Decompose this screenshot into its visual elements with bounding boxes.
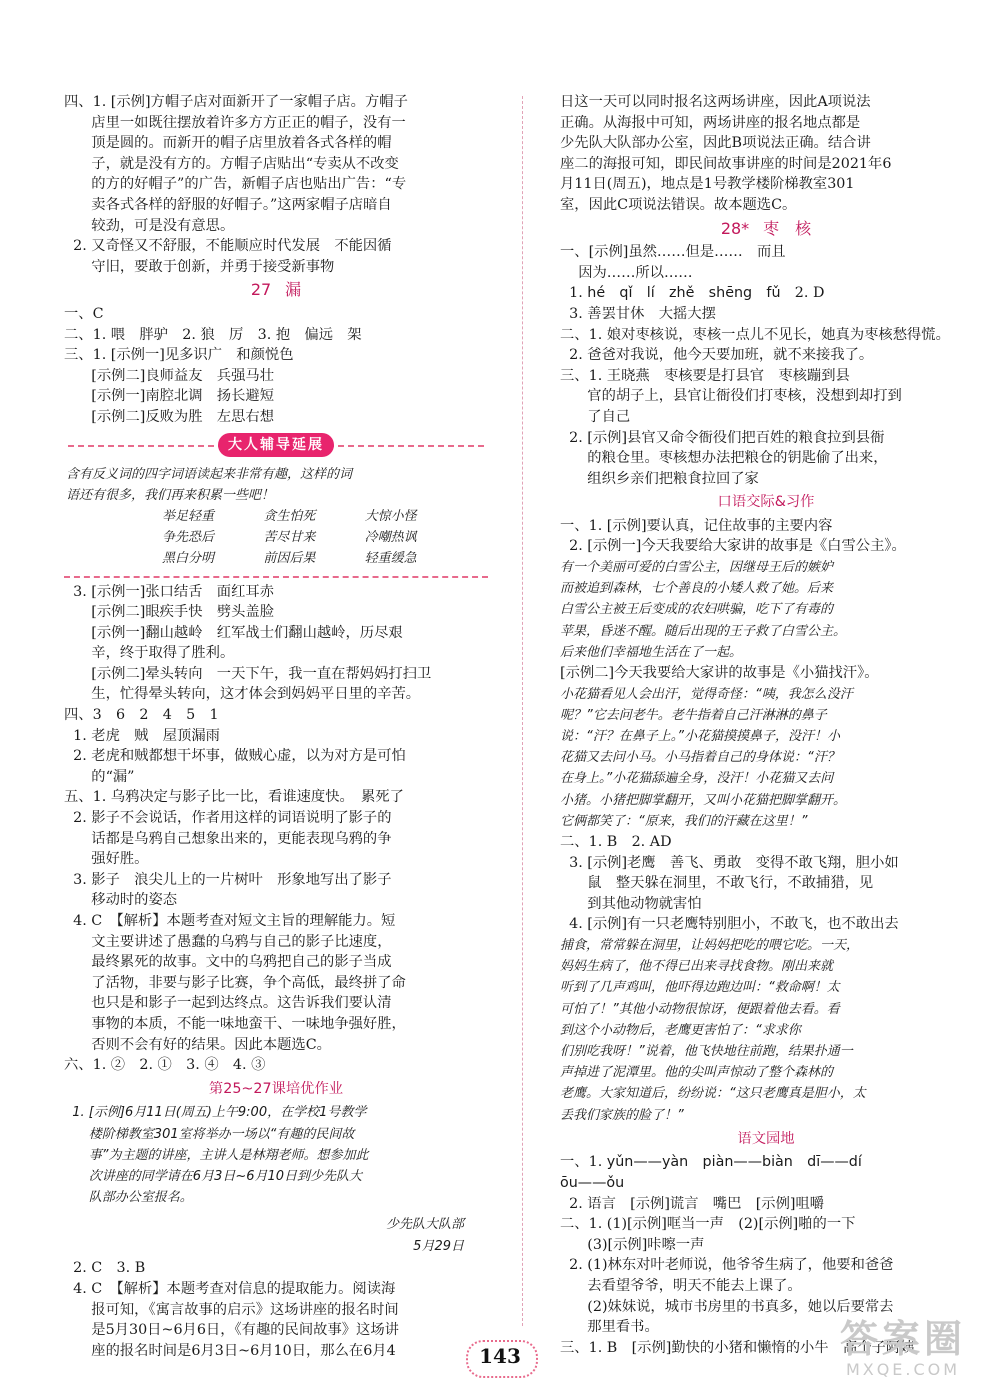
chinese-garden-title: 语文园地 bbox=[737, 1130, 795, 1147]
idiom: 贪生怕死 bbox=[263, 508, 316, 524]
lesson-number: 28* bbox=[720, 218, 750, 238]
extension-banner bbox=[64, 432, 488, 458]
lesson-28-line bbox=[560, 242, 972, 304]
lesson-28-title bbox=[560, 219, 972, 240]
left-column bbox=[64, 92, 488, 1361]
lesson-27-answers-a: 一、C 二、1. 喂 胖驴 2. 狼 厉 3. 抱 偏远 架 三、1. [示例一]见多识广 和颜悦色 [示例二]良师益友 兵强马壮 [示例一]南腔北调 扬长避短 [示例二]反败为胜 左思右想 bbox=[64, 305, 362, 425]
idiom: 争先恐后 bbox=[162, 530, 215, 546]
garden-pinyin-line bbox=[560, 1152, 972, 1173]
speaking-answers-2: [示例二]今天我要给大家讲的故事是《小猫找汗》。 bbox=[560, 665, 879, 682]
homework-answers-b: 2. C 3. B 4. C 【解析】本题考查对信息的提取能力。阅读海 报可知，《寓言故事的启示》这场讲座的报名时间 是5月30日~6月6日，《有趣的民间故事》这场讲 座的报名时间是6月3日~6月10日，那么在6月4 bbox=[73, 1260, 399, 1359]
speaking-answers-1: 一、1. [示例]要认真，记住故事的主要内容 2. [示例一]今天我要给大家讲的故事是《白雪公主》。 bbox=[560, 517, 906, 555]
lesson-number: 27 bbox=[250, 280, 272, 300]
homework-notice: 1. [示例]6月11日(周五)上午9:00，在学校1号教学 楼阶梯教室301室将举办一场以“有趣的民间故 事”为主题的讲座，主讲人是林翔老师。想参加此 次讲座的同学请在6月3日~6月10日到少先队大 队部办公室报名。 bbox=[72, 1105, 369, 1206]
watermark-url: MXQE.COM bbox=[845, 1360, 961, 1379]
watermark-logo-text: 答案圈 bbox=[839, 1317, 966, 1361]
lesson-name: 漏 bbox=[285, 280, 302, 300]
lesson-27-title bbox=[64, 280, 488, 301]
speaking-writing-title: 口语交际&习作 bbox=[717, 494, 815, 511]
lesson-27-answers-b: 3. [示例一]张口结舌 面红耳赤 [示例二]眼疾手快 劈头盖脸 [示例一]翻山越岭 红军战士们翻山越岭，历尽艰 辛，终于取得了胜利。 [示例二]晕头转向 一天下午，我一直在帮妈妈打扫卫 生，忙得晕头转向，这才体会到妈妈平日里的辛苦。 四、3 6 2 4 5 1 1. 老虎 贼 屋顶漏雨 2. 老虎和贼都想干坏事，做贼心虚，以为对方是可怕 的“漏” 五、1. 乌鸦决定与影子比一比，看谁速度快。 累死了 2. 影子不会说话，作者用这样的词语说明了影子的 话都是乌鸦自己想象出来的，更能表现乌鸦的争 强好胜。 3. 影子 浪尖儿上的一片树叶 形象地写出了影子 移动时的姿态 4. C 【解析】本题考查对短文主旨的理解能力。短 文主要讲述了愚蠢的乌鸦与自己的影子比速度， 最终累死的故事。文中的乌鸦把自己的影子当成 了活物，非要与影子比赛，争个高低，最终拼了命 也只是和影子一起到达终点。这告诉我们要认清 事物的本质，不能一味地蛮干、一味地争强好胜， 否则不会有好的结果。因此本题选C。 六、1. ② 2. ① 3. ④ 4. ③ bbox=[64, 583, 432, 1074]
signature-org: 少先队大队部 bbox=[385, 1217, 464, 1233]
extension-box bbox=[64, 462, 488, 578]
lesson-28-answers: 3. 善罢甘休 大摇大摆 二、1. 娘对枣核说，枣核一点儿不见长，她真为枣核愁得慌。 2. 爸爸对我说，他今天要加班，就不来接我了。 三、1. 王晓燕 枣核要是打县官 枣核蹦到县 官的胡子上，县官让衙役们打枣核，没想到却打到 了自己 2. [示例]县官又命令衙役们把百姓的粮食拉到县衙 的粮仓里。枣核想办法把粮仓的钥匙偷了出来， 组织乡亲们把粮食拉回了家 bbox=[560, 305, 950, 487]
speaking-answers-3: 二、1. B 2. AD 3. [示例]老鹰 善飞、勇敢 变得不敢飞翔，胆小如 鼠 整天躲在洞里，不敢飞行，不敢捕猎，见 到其他动物就害怕 4. [示例]有一只老鹰特别胆小，不敢飞，也不敢出去 bbox=[560, 834, 899, 933]
continued-answer: 日这一天可以同时报名这两场讲座，因此A项说法 正确。从海报中可知，两场讲座的报名地点都是 少先队大队部办公室，因此B项说法正确。结合讲 座二的海报可知，即民间故事讲座的时间是2021年6 月11日(周五)，地点是1号教学楼阶梯教室301 室，因此C项说法错误。故本题选C。 bbox=[560, 94, 892, 213]
idiom: 黑白分明 bbox=[162, 551, 215, 567]
signature-date: 5月29日 bbox=[413, 1239, 464, 1255]
lesson-name: 枣 核 bbox=[763, 218, 812, 238]
extension-text: 含有反义词的四字词语读起来非常有趣，这样的词 语还有很多，我们再来积累一些吧！ bbox=[66, 466, 353, 503]
idiom: 举足轻重 bbox=[162, 508, 215, 524]
speaking-story-1: 有一个美丽可爱的白雪公主，因继母王后的嫉妒 而被追到森林，七个善良的小矮人救了她。后来 白雪公主被王后变成的农妇哄骗，吃下了有毒的 苹果，昏迷不醒。随后出现的王子救了白雪公主。 后来他们幸福地生活在了一起。 bbox=[560, 560, 847, 660]
idiom: 大惊小怪 bbox=[364, 508, 417, 524]
watermark bbox=[808, 1318, 998, 1380]
idiom-grid bbox=[66, 506, 486, 570]
notice-signature bbox=[64, 1214, 464, 1258]
column-divider bbox=[522, 96, 523, 1326]
idiom: 苦尽甘来 bbox=[263, 530, 316, 546]
pinyin-answer: yǔn——yàn piàn——biàn dī——dí bbox=[606, 1154, 862, 1171]
pinyin-answer: hé qǐ lí zhě shēng fǔ bbox=[587, 285, 781, 302]
homework-25-27-title: 第25~27课培优作业 bbox=[208, 1080, 344, 1097]
garden-answers: 2. 语言 [示例]谎言 嘴巴 [示例]咀嚼 二、1. (1)[示例]哐当一声 (2)[示例]啪的一下 (3)[示例]咔嚓一声 2. (1)林东对叶老师说，他爷爷生病了，他要和爸爸 去看望爷爷，明天不能去上课了。 (2)妹妹说，城市书房里的书真多，她以后要常去 那里看书。 三、1. B [示例]勤快的小猪和懒惰的小牛 高个子阿姨 bbox=[560, 1195, 915, 1356]
idiom: 冷嘲热讽 bbox=[364, 530, 417, 546]
garden-lead: 一、1. bbox=[560, 1154, 607, 1171]
page-number: 143 bbox=[479, 1344, 521, 1368]
speaking-story-3: 捕食，常常躲在洞里，让妈妈把吃的喂它吃。一天， 妈妈生病了，他不得已出来寻找食物。刚出来就 听到了几声鸡叫，他吓得边跑边叫：“救命啊！太 可怕了！”其他小动物很惊讶，便跟着他去看。看 到这个小动物后，老鹰更害怕了：“求求你 们别吃我呀！”说着，他飞快地往前跑，结果扑通一 声掉进了泥潭里。他的尖叫声惊动了整个森林的 老鹰。大家知道后，纷纷说：“这只老鹰真是胆小，太 丢我们家族的脸了！” bbox=[560, 938, 866, 1123]
lesson-28-intro: 一、[示例]虽然……但是…… 而且 因为……所以…… 1. bbox=[560, 244, 786, 302]
idiom: 前因后果 bbox=[263, 551, 316, 567]
speaking-story-2: 小花猫看见人会出汗，觉得奇怪：“咦，我怎么没汗 呢？”它去问老牛。老牛指着自己汗淋淋的鼻子 说：“汗？在鼻子上。”小花猫摸摸鼻子，没汗！小 花猫又去问小马。小马指着自己的身体说：“汗？ 在身上。”小花猫舔遍全身，没汗！小花猫又去问 小猪。小猪把脚掌翻开，又叫小花猫把脚掌翻开。 它俩都笑了：“原来，我们的汗藏在这里！” bbox=[560, 686, 853, 829]
section-4-answers: 四、1. [示例]方帽子店对面新开了一家帽子店。方帽子 店里一如既往摆放着许多方方正正的帽子，没有一 顶是圆的。而新开的帽子店里放着各式各样的帽 子，就是没有方的。方帽子店贴出“专卖从不改变 的方的好帽子”的广告，新帽子店也贴出广告：“专 卖各式各样的舒服的好帽子。”这两家帽子店暗自 较劲，可是没有意思。 2. 又奇怪又不舒服，不能顺应时代发展 不能因循 守旧，要敢于创新，并勇于接受新事物 bbox=[64, 94, 408, 275]
garden-pinyin-line-2: ōu——ǒu bbox=[560, 1175, 625, 1192]
extension-label: 大人辅导延展 bbox=[218, 433, 334, 458]
right-column bbox=[560, 92, 972, 1358]
idiom: 轻重缓急 bbox=[364, 551, 417, 567]
lesson-28-q2: 2. D bbox=[780, 285, 825, 302]
